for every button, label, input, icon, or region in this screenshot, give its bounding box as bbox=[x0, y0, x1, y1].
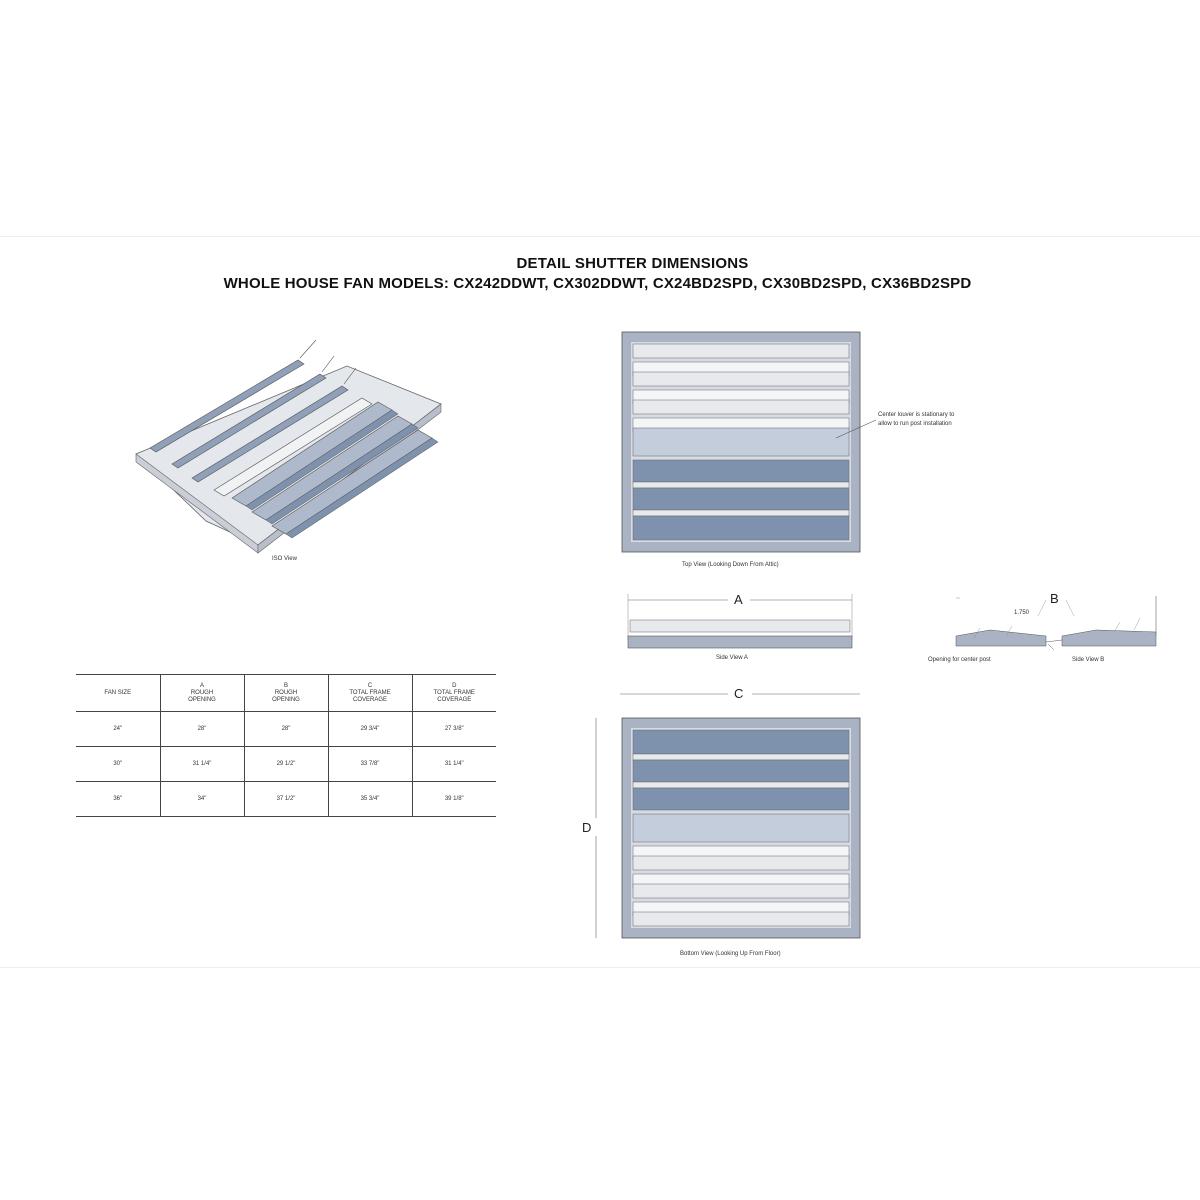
table-cell: 36" bbox=[76, 782, 160, 817]
table-row bbox=[76, 747, 496, 782]
table-cell: 31 1/4" bbox=[412, 747, 496, 782]
side-view-a-caption: Side View A bbox=[716, 655, 748, 661]
dimension-table bbox=[76, 674, 496, 817]
dimension-c-label: C bbox=[734, 686, 744, 701]
table-cell: 37 1/2" bbox=[244, 782, 328, 817]
table-header-row bbox=[76, 675, 496, 712]
table-cell: 29 1/2" bbox=[244, 747, 328, 782]
table-cell: 30" bbox=[76, 747, 160, 782]
table-cell: 34" bbox=[160, 782, 244, 817]
top-view-drawing bbox=[622, 332, 876, 552]
iso-view-drawing bbox=[136, 340, 441, 553]
table-row bbox=[76, 712, 496, 747]
top-view-note-line-2: allow to run post installation bbox=[878, 421, 952, 427]
table-cell: 31 1/4" bbox=[160, 747, 244, 782]
header-b-rough-opening: B ROUGH OPENING bbox=[244, 675, 328, 712]
header-fan-size: FAN SIZE bbox=[76, 675, 160, 712]
side-view-b-dimension: 1.750 bbox=[1014, 610, 1030, 616]
table-cell: 28" bbox=[160, 712, 244, 747]
table-cell: 27 3/8" bbox=[412, 712, 496, 747]
bottom-view-caption: Bottom View (Looking Up From Floor) bbox=[680, 951, 781, 957]
side-view-b-note: Opening for center post bbox=[928, 657, 991, 663]
bottom-view-drawing bbox=[596, 694, 860, 938]
table-cell: 33 7/8" bbox=[328, 747, 412, 782]
dimension-d-label: D bbox=[582, 820, 592, 835]
table-cell: 39 1/8" bbox=[412, 782, 496, 817]
table-cell: 29 3/4" bbox=[328, 712, 412, 747]
table-row bbox=[76, 782, 496, 817]
side-view-b-caption: Side View B bbox=[1072, 657, 1105, 663]
iso-view-caption: ISO View bbox=[272, 556, 297, 562]
dimension-b-label: B bbox=[1050, 591, 1059, 606]
header-d-total-frame-coverage: D TOTAL FRAME COVERAGE bbox=[412, 675, 496, 712]
header-a-rough-opening: A ROUGH OPENING bbox=[160, 675, 244, 712]
top-view-caption: Top View (Looking Down From Attic) bbox=[682, 562, 779, 568]
dimension-a-label: A bbox=[734, 592, 743, 607]
table-cell: 24" bbox=[76, 712, 160, 747]
title-line-2: WHOLE HOUSE FAN MODELS: CX242DDWT, CX302DDWT, CX24BD2SPD, CX30BD2SPD, CX36BD2SPD bbox=[223, 275, 972, 292]
header-c-total-frame-coverage: C TOTAL FRAME COVERAGE bbox=[328, 675, 412, 712]
table-cell: 35 3/4" bbox=[328, 782, 412, 817]
top-view-note-line-1: Center louver is stationary to bbox=[878, 412, 955, 418]
title-line-1: DETAIL SHUTTER DIMENSIONS bbox=[516, 255, 749, 272]
table-cell: 28" bbox=[244, 712, 328, 747]
